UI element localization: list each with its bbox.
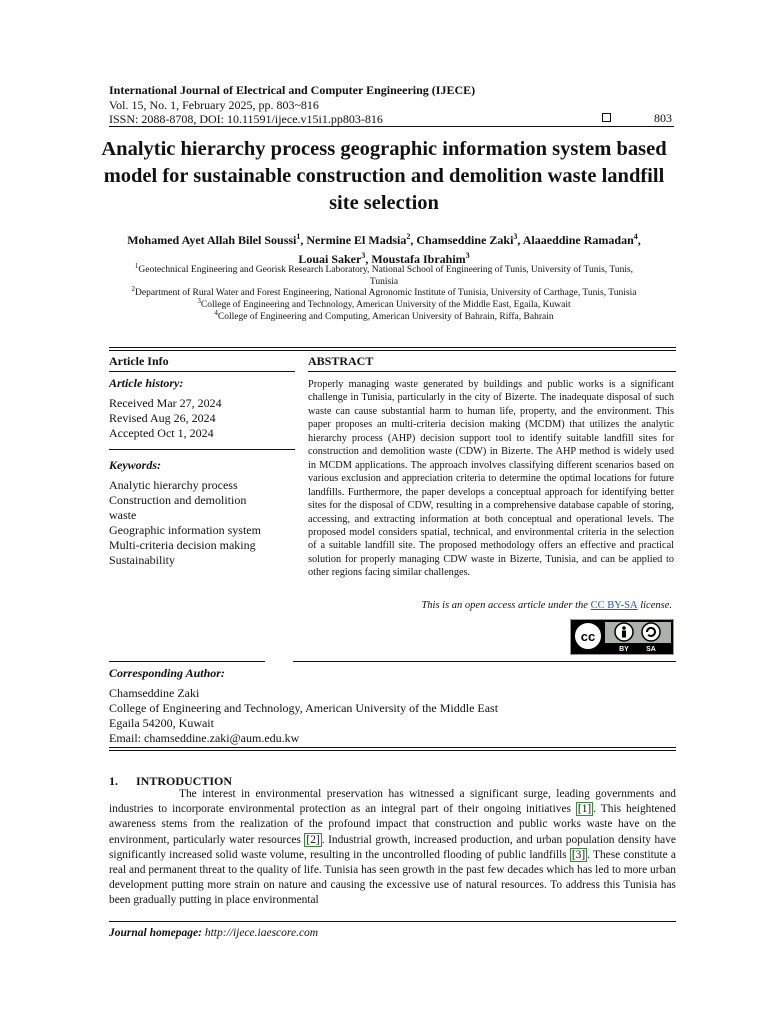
corresponding-label: Corresponding Author: — [109, 666, 225, 680]
info-bottom-rule — [109, 747, 676, 748]
citation-link[interactable]: [2] — [306, 833, 320, 846]
author-name: , Nermine El Madsia — [300, 233, 407, 247]
keyword: waste — [109, 508, 137, 522]
open-access-note — [421, 600, 672, 611]
affiliation-sup: 2 — [131, 285, 136, 293]
keywords-rule — [109, 449, 295, 450]
journal-name: International Journal of Electrical and Computer Engineering (IJECE) — [109, 83, 476, 97]
affiliation-text: Tunisia — [369, 277, 399, 288]
cc-by-sa-badge[interactable] — [570, 619, 674, 655]
intro-text-part: The interest in environmental preservation has witnessed a significant surge, leading governments and industries to incorporate environmental protection as an integral part of their ongoing initiatives — [109, 788, 676, 816]
corr-rule-right — [293, 661, 676, 662]
volume-info: Vol. 15, No. 1, February 2025, pp. 803~816 — [109, 98, 319, 112]
corr-email: Email: chamseddine.zaki@aum.edu.kw — [109, 731, 300, 745]
homepage-url[interactable]: http://ijece.iaescore.com — [204, 927, 319, 939]
keyword: Sustainability — [109, 553, 175, 567]
header-divider — [109, 126, 674, 127]
author-sup: 3 — [361, 251, 366, 260]
citation-link[interactable]: [1] — [577, 803, 592, 816]
corr-name: Chamseddine Zaki — [109, 686, 200, 700]
intro-text-part: . This heightened awareness stems from the realization of the profound impact that construction and public works waste have on the environment, particularly water resources — [109, 803, 676, 846]
article-info-rule — [109, 371, 295, 372]
page-number: 803 — [654, 111, 672, 125]
keywords-label: Keywords: — [109, 458, 161, 472]
author-name: , Chamseddine Zaki — [410, 233, 514, 247]
oa-suffix: license. — [637, 600, 672, 611]
affiliation-text: Geotechnical Engineering and Georisk Research Laboratory, National School of Engineering of Tunis, University of Tunis, Tunis, — [138, 265, 634, 276]
keyword: Multi-criteria decision making — [109, 538, 256, 552]
author-sup: 4 — [633, 232, 638, 241]
homepage-label: Journal homepage: — [109, 927, 202, 939]
abstract-rule — [308, 371, 676, 372]
keyword-list — [109, 478, 261, 568]
cc-text: cc — [580, 629, 596, 644]
square-icon — [602, 113, 611, 122]
abstract-heading: ABSTRACT — [308, 354, 374, 368]
keyword: Geographic information system — [109, 523, 261, 537]
keyword: Analytic hierarchy process — [109, 478, 238, 492]
author-sup: 3 — [465, 251, 470, 260]
cc-license-icon — [571, 620, 673, 654]
affiliation-text: College of Engineering and Technology, American University of the Middle East, Egaila, Kuwait — [200, 300, 571, 311]
by-label: BY — [619, 646, 629, 653]
author-name: Louai Saker — [298, 252, 362, 266]
journal-homepage — [109, 927, 318, 939]
info-top-rule — [109, 350, 676, 351]
author-sup: 2 — [406, 232, 411, 241]
section-number: 1. — [109, 774, 118, 788]
affiliation-text: Department of Rural Water and Forest Engineering, National Agronomic Institute of Tunisia, University of Carthage, Tunis, Tunisia — [135, 288, 637, 299]
author-sup: 3 — [513, 232, 518, 241]
footer-rule — [109, 921, 676, 922]
corr-address: Egaila 54200, Kuwait — [109, 716, 214, 730]
revised-date: Revised Aug 26, 2024 — [109, 411, 216, 425]
oa-prefix: This is an open access article under the — [421, 600, 591, 611]
affiliation-sup: 3 — [197, 297, 201, 305]
affiliation-text: College of Engineering and Computing, American University of Bahrain, Riffa, Bahrain — [217, 312, 554, 323]
author-name: , Moustafa Ibrahim — [365, 252, 466, 266]
author-sup: 1 — [296, 232, 301, 241]
accepted-date: Accepted Oct 1, 2024 — [109, 426, 214, 440]
paper-title: Analytic hierarchy process geographic information system based model for sustainable construction and demolition waste landfill site selection — [101, 138, 667, 214]
corr-rule — [109, 661, 265, 662]
info-top-rule — [109, 347, 676, 348]
info-bottom-rule — [109, 750, 676, 751]
keyword: Construction and demolition — [109, 493, 247, 507]
corr-institution: College of Engineering and Technology, American University of the Middle East — [109, 701, 499, 715]
affiliation-4 — [108, 307, 660, 323]
author-separator: , — [637, 233, 641, 247]
license-link[interactable]: CC BY-SA — [590, 600, 638, 611]
issn-doi: ISSN: 2088-8708, DOI: 10.11591/ijece.v15i1.pp803-816 — [109, 112, 383, 126]
intro-text-part: . These constitute a real and permanent threat to the quality of life. Tunisia has seen growth in the past few decades which has led to more urban development putting more strain on nature and causing the excessive use of natural resources. To address this Tunisia has been gradually putting in place environmental — [109, 848, 676, 907]
citation-link[interactable]: [3] — [571, 848, 586, 861]
article-info-heading: Article Info — [109, 354, 169, 368]
intro-text-part: . Industrial growth, increased production, and urban population density have significantly increased solid waste volume, resulting in the uncontrolled flooding of public landfills — [109, 833, 676, 861]
affiliation-sup: 4 — [214, 309, 218, 317]
abstract-text: Properly managing waste generated by buildings and public works is a significant challenge in Tunisia, particularly in the city of Bizerte. The inadequate disposal of such waste can cause substantial harm to human life, property, and the environment. This paper proposes an multi-criteria decision making (MCDM) that utilizes the analytic hierarchy process (AHP) decision support tool to identify suitable landfill sites for construction and demolition waste (CDW) in Bizerte. The AHP method is widely used in MCDM applications. The approach involves classifying different scenarios based on various exclusion and appreciation criteria to determine the optimal locations for future landfills. Furthermore, the paper develops a conceptual approach for identifying better sites for the disposal of CDW, resulting in a comprehensive database capable of storing, accessing, and extracting information at both conceptual and operational levels. The proposed model considers spatial, technical, and environmental criteria in the selection of a suitable landfill site. The proposed methodology offers an effective and practical solution for properly managing CDW waste in Bizerte, Tunisia, and can be applied to other regions facing similar challenges. — [308, 379, 674, 579]
sa-label: SA — [646, 646, 656, 653]
received-date: Received Mar 27, 2024 — [109, 396, 222, 410]
article-history-label: Article history: — [109, 376, 184, 390]
author-name: Mohamed Ayet Allah Bilel Soussi — [127, 233, 297, 247]
affiliation-sup: 1 — [134, 262, 139, 270]
author-name: , Alaaeddine Ramadan — [517, 233, 634, 247]
intro-paragraph — [109, 787, 676, 909]
section-title: INTRODUCTION — [136, 774, 233, 788]
